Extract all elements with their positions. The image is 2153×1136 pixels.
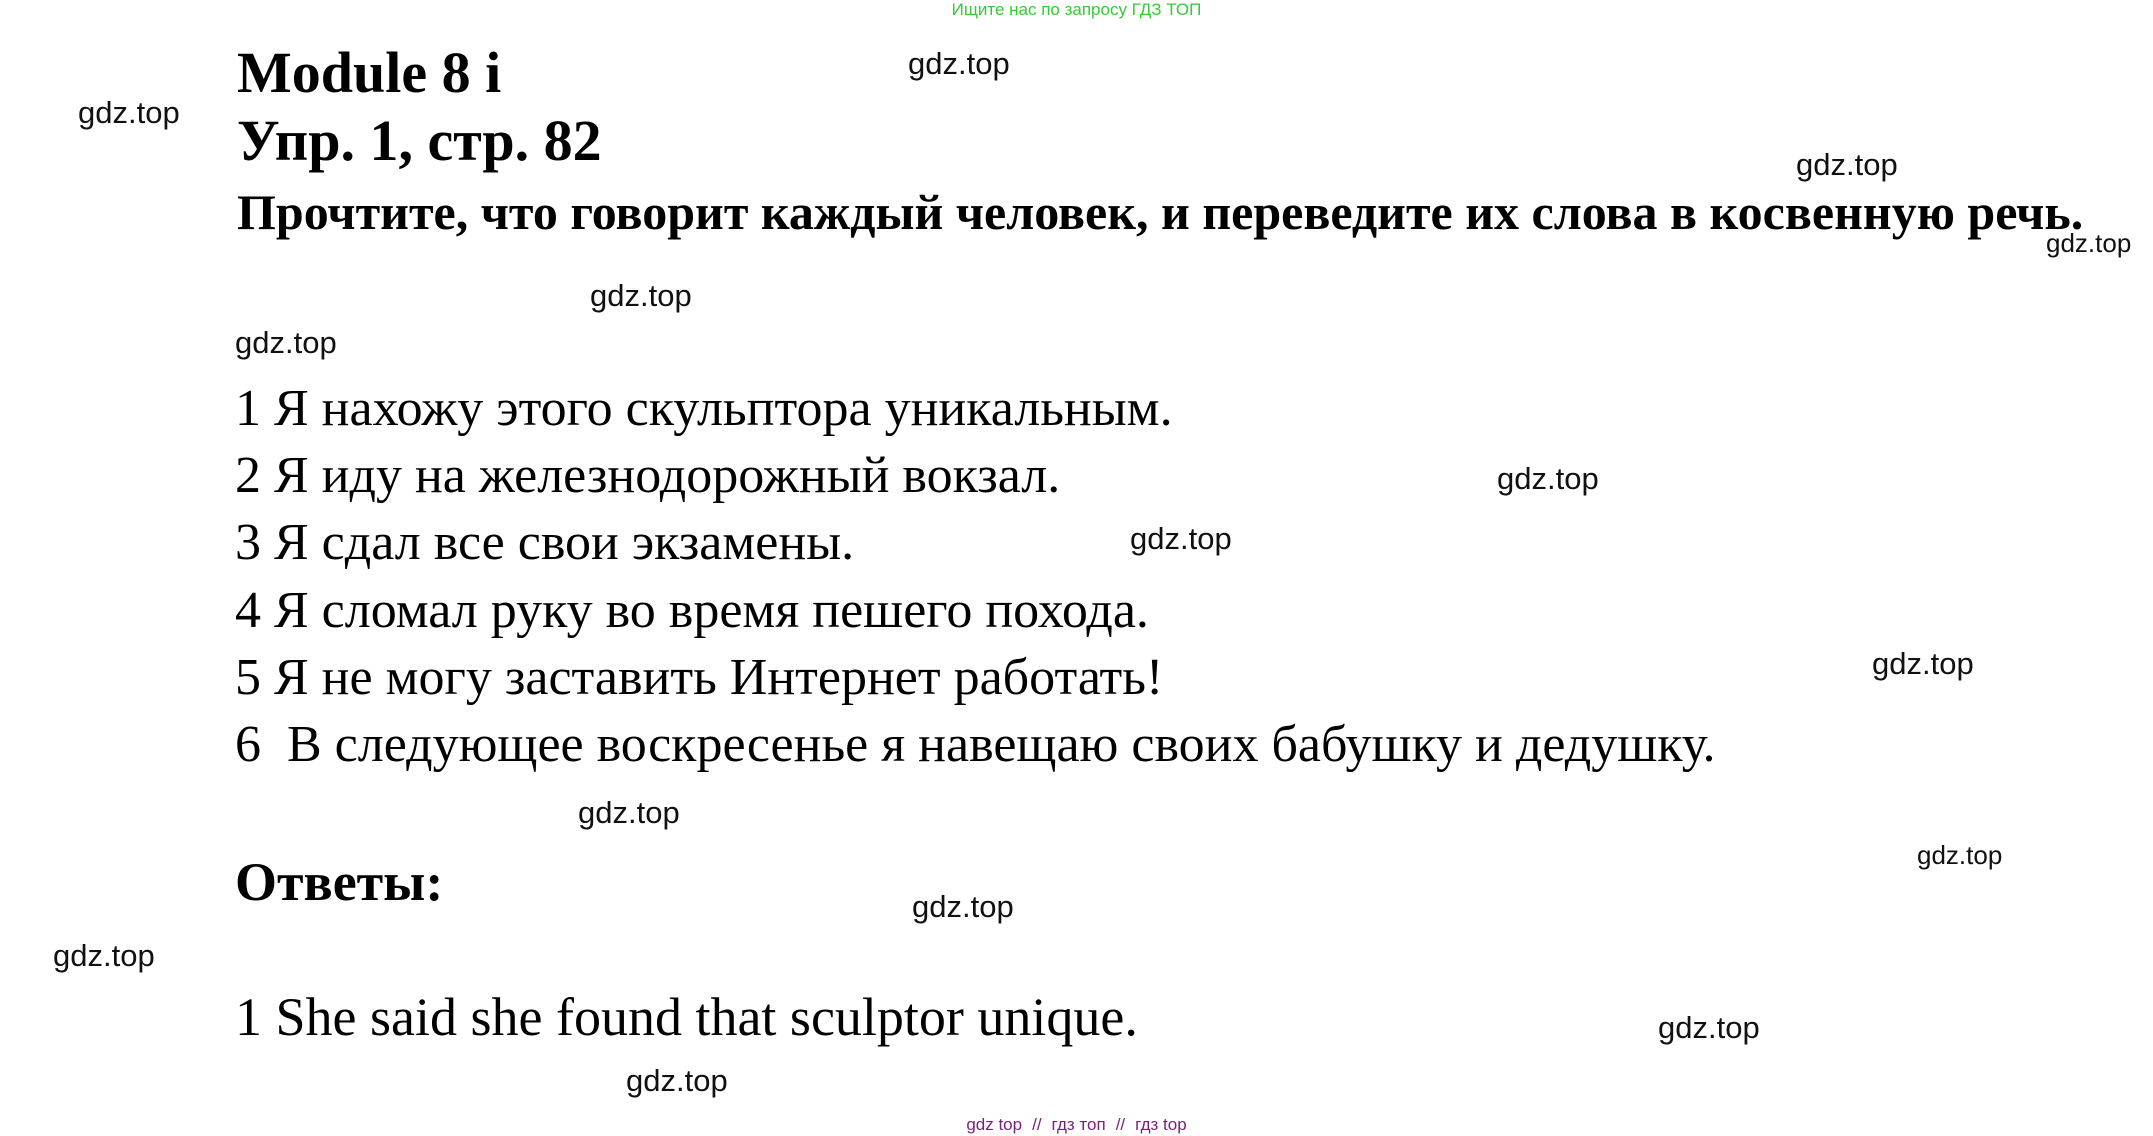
bottom-banner[interactable] (0, 1115, 2153, 1135)
list-item: 4 Я сломал руку во время пешего похода. (235, 582, 1149, 639)
watermark: gdz.top (1497, 461, 1599, 496)
exercise-title: Упр. 1, стр. 82 (237, 108, 602, 173)
watermark: gdz.top (1796, 147, 1898, 182)
watermark: gdz.top (1130, 521, 1232, 556)
watermark: gdz.top (78, 95, 180, 130)
answers-heading: Ответы: (235, 852, 444, 912)
watermark: gdz.top (912, 889, 1014, 924)
task-instruction: Прочтите, что говорит каждый человек, и переведите их слова в косвенную речь. (237, 184, 2084, 240)
list-item: 6 В следующее воскресенье я навещаю своих бабушку и дедушку. (235, 716, 1716, 773)
bottom-banner-separator: // (1032, 1115, 1042, 1134)
bottom-banner-part2: гдз топ (1051, 1115, 1106, 1134)
watermark: gdz.top (590, 278, 692, 313)
top-banner[interactable]: Ищите нас по запросу ГДЗ ТОП (951, 0, 1202, 19)
watermark: gdz.top (53, 938, 155, 973)
watermark: gdz.top (626, 1063, 728, 1098)
watermark: gdz.top (1872, 646, 1974, 681)
answer-item: 1 She said she found that sculptor unique. (235, 987, 1138, 1047)
module-title: Module 8 i (237, 40, 502, 105)
bottom-banner-separator: // (1115, 1115, 1126, 1134)
watermark: gdz.top (2046, 228, 2132, 258)
watermark: gdz.top (235, 325, 337, 360)
watermark: gdz.top (578, 795, 680, 830)
watermark: gdz.top (908, 46, 1010, 81)
bottom-banner-part3: гдз top (1135, 1115, 1187, 1134)
list-item: 3 Я сдал все свои экзамены. (235, 514, 855, 571)
list-item: 2 Я иду на железнодорожный вокзал. (235, 447, 1061, 504)
list-item: 5 Я не могу заставить Интернет работать! (235, 649, 1164, 706)
watermark: gdz.top (1917, 840, 2003, 870)
watermark: gdz.top (1658, 1010, 1760, 1045)
list-item: 1 Я нахожу этого скульптора уникальным. (235, 380, 1173, 437)
bottom-banner-part1: gdz top (966, 1115, 1023, 1134)
